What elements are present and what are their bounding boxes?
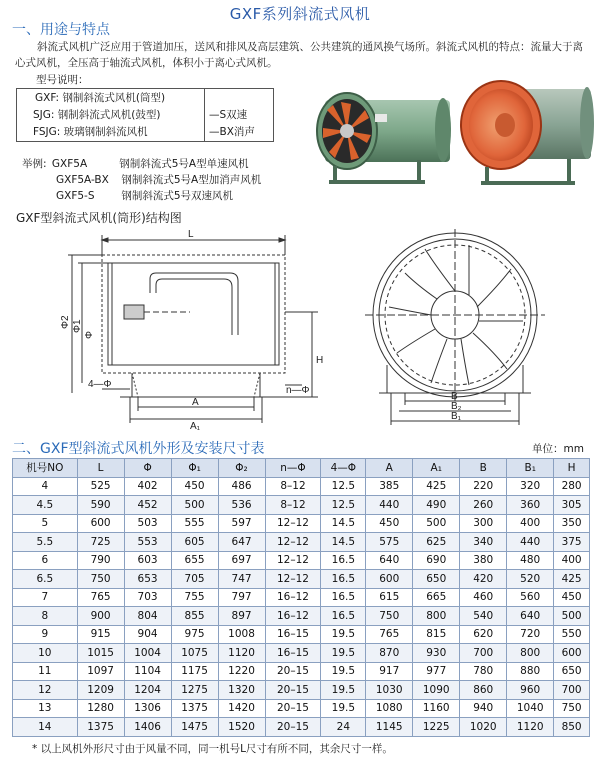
table-header-cell: L	[77, 459, 124, 478]
table-cell: 1306	[124, 699, 171, 718]
table-cell: 1075	[171, 644, 218, 663]
table-cell: 800	[413, 607, 460, 626]
table-cell: 425	[413, 477, 460, 496]
table-cell: 860	[460, 681, 507, 700]
table-cell: 14.5	[321, 533, 366, 552]
table-cell: 440	[507, 533, 554, 552]
table-row	[13, 588, 590, 607]
table-cell: 653	[124, 570, 171, 589]
suffix-item	[209, 124, 255, 140]
table-cell: 19.5	[321, 625, 366, 644]
table-cell: 450	[366, 514, 413, 533]
table-cell: 16–12	[265, 588, 321, 607]
table-cell: 697	[218, 551, 265, 570]
table-cell: 553	[124, 533, 171, 552]
table-header-cell: H	[554, 459, 590, 478]
table-cell: 917	[366, 662, 413, 681]
table-cell: 12.5	[321, 496, 366, 515]
model-desc: 钢制斜流式风机(筒型)	[62, 92, 166, 104]
table-cell: 750	[77, 570, 124, 589]
section-heading-usage: 一、用途与特点	[12, 22, 110, 38]
table-header-row	[13, 459, 590, 478]
table-cell: 765	[366, 625, 413, 644]
table-cell: 16.5	[321, 551, 366, 570]
table-cell: 5.5	[13, 533, 78, 552]
dim-label-phi1: Φ1	[72, 319, 83, 333]
table-cell: 790	[77, 551, 124, 570]
table-cell: 1008	[218, 625, 265, 644]
table-cell: 20–15	[265, 681, 321, 700]
fan-photo-green	[305, 80, 455, 190]
table-cell: 1320	[218, 681, 265, 700]
example-code: GXF5A-BX	[56, 174, 109, 186]
table-cell: 16.5	[321, 588, 366, 607]
page-title: GXF系列斜流式风机	[229, 5, 371, 23]
table-cell: 1420	[218, 699, 265, 718]
table-cell: 1280	[77, 699, 124, 718]
table-cell: 12–12	[265, 551, 321, 570]
model-item	[33, 107, 160, 123]
model-code: SJG:	[33, 109, 55, 121]
table-cell: 16–15	[265, 644, 321, 663]
table-cell: 460	[460, 588, 507, 607]
table-cell: 703	[124, 588, 171, 607]
table-cell: 1015	[77, 644, 124, 663]
table-cell: 650	[554, 662, 590, 681]
dim-label-A: A	[192, 397, 199, 408]
table-header-cell: A₁	[413, 459, 460, 478]
table-cell: 220	[460, 477, 507, 496]
table-cell: 705	[171, 570, 218, 589]
table-cell: 1225	[413, 718, 460, 737]
table-cell: 440	[366, 496, 413, 515]
table-cell: 800	[507, 644, 554, 663]
table-cell: 590	[77, 496, 124, 515]
table-cell: 500	[413, 514, 460, 533]
table-header-cell: Φ₂	[218, 459, 265, 478]
table-cell: 600	[554, 644, 590, 663]
table-cell: 647	[218, 533, 265, 552]
table-cell: 8	[13, 607, 78, 626]
examples-label: 举例:	[22, 158, 47, 170]
table-cell: 20–15	[265, 718, 321, 737]
dim-label-B: B	[451, 391, 458, 402]
table-cell: 305	[554, 496, 590, 515]
table-row	[13, 533, 590, 552]
side-view-drawing	[60, 225, 340, 430]
table-cell: 797	[218, 588, 265, 607]
suffix-code: —S	[209, 109, 227, 121]
fan-photo-orange	[455, 75, 595, 190]
table-cell: 930	[413, 644, 460, 663]
table-cell: 750	[554, 699, 590, 718]
table-cell: 1406	[124, 718, 171, 737]
example-desc: 钢制斜流式5号A型加消声风机	[121, 174, 262, 186]
table-cell: 20–15	[265, 699, 321, 718]
table-cell: 340	[460, 533, 507, 552]
table-cell: 320	[507, 477, 554, 496]
model-desc: 钢制斜流式风机(鼓型)	[57, 109, 161, 121]
table-cell: 904	[124, 625, 171, 644]
table-cell: 20–15	[265, 662, 321, 681]
table-cell: 765	[77, 588, 124, 607]
table-cell: 720	[507, 625, 554, 644]
table-cell: 12.5	[321, 477, 366, 496]
table-cell: 650	[413, 570, 460, 589]
example-item	[22, 156, 249, 171]
intro-paragraph: 斜流式风机广泛应用于管道加压，送风和排风及高层建筑、公共建筑的通风换气场所。斜流式风机的特点：流量大于离心式风机，全压高于轴流式风机，体积小于离心式风机。	[15, 41, 583, 69]
table-cell: 625	[413, 533, 460, 552]
table-header-cell: Φ₁	[171, 459, 218, 478]
table-cell: 380	[460, 551, 507, 570]
dim-label-phi2: Φ2	[60, 315, 71, 329]
model-code: GXF:	[35, 92, 60, 104]
dim-label-H: H	[316, 355, 324, 366]
table-cell: 620	[460, 625, 507, 644]
table-cell: 747	[218, 570, 265, 589]
table-cell: 640	[507, 607, 554, 626]
table-header-cell: n—Φ	[265, 459, 321, 478]
table-cell: 14.5	[321, 514, 366, 533]
table-cell: 385	[366, 477, 413, 496]
table-cell: 1145	[366, 718, 413, 737]
suffix-desc: 双速	[226, 109, 248, 121]
table-cell: 1209	[77, 681, 124, 700]
figure-title: GXF型斜流式风机(筒形)结构图	[16, 211, 182, 225]
example-desc: 钢制斜流式5号A型单速风机	[119, 158, 249, 170]
table-cell: 375	[554, 533, 590, 552]
table-cell: 6.5	[13, 570, 78, 589]
table-cell: 575	[366, 533, 413, 552]
model-desc: 玻璃钢制斜流风机	[63, 126, 148, 138]
table-row	[13, 644, 590, 663]
table-cell: 804	[124, 607, 171, 626]
table-cell: 1004	[124, 644, 171, 663]
table-cell: 940	[460, 699, 507, 718]
table-cell: 900	[77, 607, 124, 626]
table-cell: 870	[366, 644, 413, 663]
table-row	[13, 662, 590, 681]
table-row	[13, 699, 590, 718]
suffix-desc: 消声	[233, 126, 255, 138]
table-cell: 915	[77, 625, 124, 644]
table-cell: 1475	[171, 718, 218, 737]
table-cell: 19.5	[321, 699, 366, 718]
table-cell: 540	[460, 607, 507, 626]
table-cell: 1120	[507, 718, 554, 737]
table-cell: 655	[171, 551, 218, 570]
dimension-table	[12, 458, 590, 737]
table-cell: 960	[507, 681, 554, 700]
table-cell: 690	[413, 551, 460, 570]
dim-label-L: L	[188, 229, 194, 240]
table-cell: 7	[13, 588, 78, 607]
table-cell: 4.5	[13, 496, 78, 515]
table-cell: 525	[77, 477, 124, 496]
table-cell: 1080	[366, 699, 413, 718]
table-cell: 490	[413, 496, 460, 515]
table-row	[13, 607, 590, 626]
table-header-cell: Φ	[124, 459, 171, 478]
table-header-cell: B₁	[507, 459, 554, 478]
model-caption: 型号说明：	[36, 74, 89, 86]
table-cell: 450	[171, 477, 218, 496]
table-cell: 725	[77, 533, 124, 552]
suffix-code: —BX	[209, 126, 234, 138]
table-row	[13, 496, 590, 515]
table-cell: 24	[321, 718, 366, 737]
table-cell: 452	[124, 496, 171, 515]
model-code: FSJG:	[33, 126, 61, 138]
table-cell: 12–12	[265, 514, 321, 533]
dim-label-nphi: n—Φ	[286, 385, 310, 396]
table-cell: 16–12	[265, 607, 321, 626]
table-cell: 665	[413, 588, 460, 607]
table-header-cell: A	[366, 459, 413, 478]
dim-label-B1: B₁	[451, 411, 462, 422]
table-cell: 750	[366, 607, 413, 626]
table-cell: 780	[460, 662, 507, 681]
table-row	[13, 514, 590, 533]
table-cell: 280	[554, 477, 590, 496]
suffix-item	[209, 107, 247, 123]
table-cell: 1220	[218, 662, 265, 681]
table-cell: 1204	[124, 681, 171, 700]
table-row	[13, 570, 590, 589]
table-cell: 1375	[77, 718, 124, 737]
table-cell: 700	[460, 644, 507, 663]
table-cell: 1020	[460, 718, 507, 737]
table-cell: 850	[554, 718, 590, 737]
dim-label-B2: B₂	[451, 401, 462, 412]
table-cell: 360	[507, 496, 554, 515]
table-cell: 12–12	[265, 533, 321, 552]
table-cell: 615	[366, 588, 413, 607]
model-item	[33, 124, 148, 140]
table-cell: 1097	[77, 662, 124, 681]
table-cell: 1030	[366, 681, 413, 700]
table-cell: 350	[554, 514, 590, 533]
table-cell: 16.5	[321, 607, 366, 626]
table-cell: 520	[507, 570, 554, 589]
table-header-cell: 机号NO	[13, 459, 78, 478]
table-cell: 9	[13, 625, 78, 644]
table-cell: 12	[13, 681, 78, 700]
example-code: GXF5A	[51, 158, 88, 170]
table-cell: 4	[13, 477, 78, 496]
table-cell: 420	[460, 570, 507, 589]
unit-label: 单位：mm	[532, 443, 584, 455]
table-row	[13, 681, 590, 700]
table-cell: 503	[124, 514, 171, 533]
table-cell: 640	[366, 551, 413, 570]
table-row	[13, 551, 590, 570]
table-cell: 1104	[124, 662, 171, 681]
table-cell: 19.5	[321, 662, 366, 681]
table-cell: 977	[413, 662, 460, 681]
table-cell: 500	[554, 607, 590, 626]
table-cell: 400	[507, 514, 554, 533]
table-cell: 1040	[507, 699, 554, 718]
table-cell: 450	[554, 588, 590, 607]
table-cell: 1120	[218, 644, 265, 663]
table-cell: 560	[507, 588, 554, 607]
table-cell: 11	[13, 662, 78, 681]
table-cell: 1520	[218, 718, 265, 737]
table-cell: 10	[13, 644, 78, 663]
table-row	[13, 625, 590, 644]
table-cell: 19.5	[321, 644, 366, 663]
table-cell: 12–12	[265, 570, 321, 589]
table-cell: 1175	[171, 662, 218, 681]
front-view-drawing	[365, 225, 565, 435]
table-cell: 603	[124, 551, 171, 570]
table-row	[13, 477, 590, 496]
table-cell: 600	[77, 514, 124, 533]
example-item	[56, 172, 261, 187]
table-cell: 486	[218, 477, 265, 496]
table-cell: 8–12	[265, 477, 321, 496]
table-cell: 14	[13, 718, 78, 737]
table-cell: 1160	[413, 699, 460, 718]
table-cell: 755	[171, 588, 218, 607]
table-cell: 605	[171, 533, 218, 552]
footnote: * 以上风机外形尺寸由于风量不同，同一机号L尺寸有所不同，其余尺寸一样。	[32, 743, 393, 755]
table-cell: 19.5	[321, 681, 366, 700]
table-cell: 600	[366, 570, 413, 589]
table-cell: 536	[218, 496, 265, 515]
model-box	[16, 88, 274, 142]
table-cell: 6	[13, 551, 78, 570]
table-cell: 480	[507, 551, 554, 570]
table-cell: 5	[13, 514, 78, 533]
example-item	[56, 188, 233, 203]
dim-label-4phi: 4—Φ	[88, 379, 112, 390]
table-cell: 597	[218, 514, 265, 533]
table-cell: 8–12	[265, 496, 321, 515]
table-header-cell: B	[460, 459, 507, 478]
table-cell: 425	[554, 570, 590, 589]
table-cell: 1375	[171, 699, 218, 718]
table-cell: 13	[13, 699, 78, 718]
table-cell: 880	[507, 662, 554, 681]
table-header-cell: 4—Φ	[321, 459, 366, 478]
table-cell: 975	[171, 625, 218, 644]
example-desc: 钢制斜流式5号双速风机	[121, 190, 234, 202]
dim-label-A1: A₁	[190, 421, 201, 430]
table-cell: 300	[460, 514, 507, 533]
table-cell: 555	[171, 514, 218, 533]
dim-label-phi: Φ	[84, 331, 95, 339]
table-cell: 1275	[171, 681, 218, 700]
table-cell: 260	[460, 496, 507, 515]
table-cell: 815	[413, 625, 460, 644]
table-cell: 16.5	[321, 570, 366, 589]
table-row	[13, 718, 590, 737]
example-code: GXF5-S	[56, 190, 95, 202]
model-item	[35, 90, 165, 106]
table-cell: 16–15	[265, 625, 321, 644]
table-cell: 402	[124, 477, 171, 496]
table-cell: 700	[554, 681, 590, 700]
section-heading-dimensions: 二、GXF型斜流式风机外形及安装尺寸表	[12, 441, 265, 457]
table-cell: 400	[554, 551, 590, 570]
table-cell: 1090	[413, 681, 460, 700]
table-cell: 500	[171, 496, 218, 515]
table-cell: 897	[218, 607, 265, 626]
table-cell: 855	[171, 607, 218, 626]
table-cell: 550	[554, 625, 590, 644]
